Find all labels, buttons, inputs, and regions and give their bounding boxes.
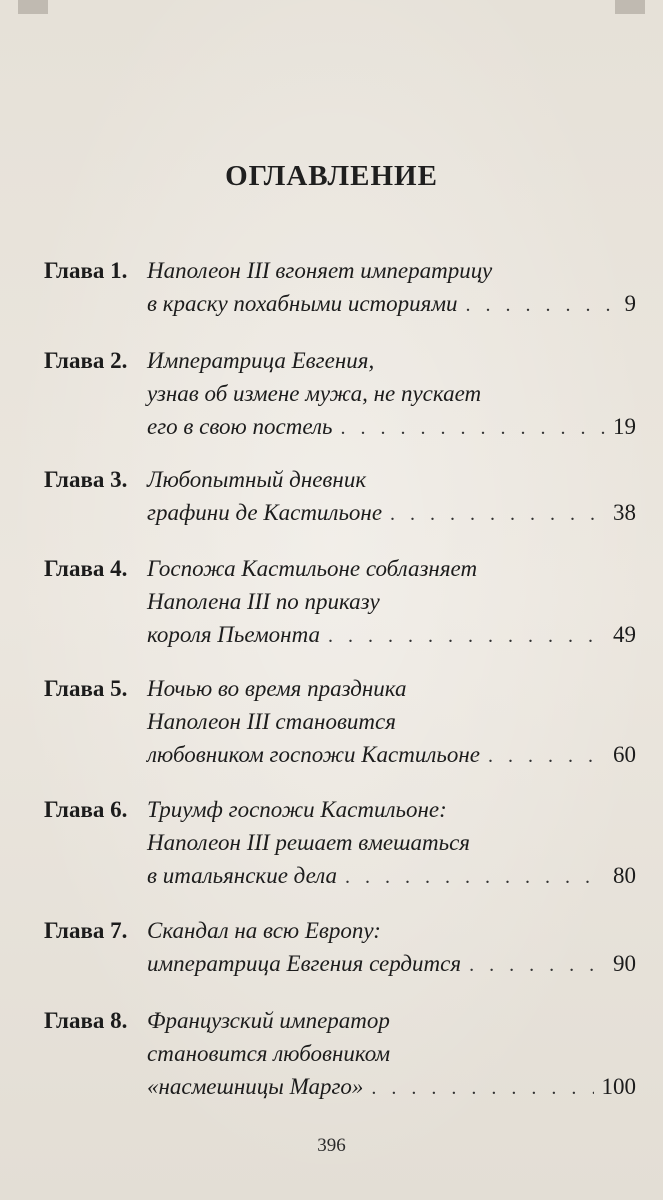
chapter-title-line: Наполеон III решает вмешаться [147, 830, 470, 855]
chapter-page-number: 100 [601, 1074, 636, 1099]
chapter-title-line: в краску похабными историями [147, 291, 458, 316]
chapter-title-line: Ночью во время праздника [147, 676, 407, 701]
chapter-title-line: узнав об измене мужа, не пускает [147, 381, 482, 406]
chapter-title-line: Французский император [147, 1008, 390, 1033]
leader-dots [345, 866, 605, 889]
chapter-title-line: любовником госпожи Кастильоне [147, 742, 480, 767]
chapter-title-line: Любопытный дневник [147, 467, 367, 492]
chapter-page-number: 19 [613, 414, 636, 439]
chapter-label: Глава 6. [44, 797, 128, 822]
chapter-page-number: 49 [613, 622, 636, 647]
chapter-title-line: графини де Кастильоне [147, 500, 383, 525]
chapter-page-number: 38 [613, 500, 636, 525]
chapter-title-line: Триумф госпожи Кастильоне: [147, 797, 447, 822]
chapter-label: Глава 2. [44, 348, 128, 373]
page-corner-mark [615, 0, 645, 14]
leader-dots [466, 294, 617, 317]
chapter-title-line: Наполеон III становится [147, 709, 396, 734]
chapter-last-line [147, 622, 636, 648]
chapter-title-line: короля Пьемонта [147, 622, 320, 647]
chapter-label: Глава 8. [44, 1008, 128, 1033]
chapter-label: Глава 4. [44, 556, 128, 581]
chapter-title-line: императрица Евгения сердится [147, 951, 462, 976]
page-title: ОГЛАВЛЕНИЕ [225, 160, 438, 192]
leader-dots [328, 625, 605, 648]
chapter-page-number: 60 [613, 742, 636, 767]
chapter-last-line [147, 742, 636, 768]
chapter-label: Глава 1. [44, 258, 128, 283]
chapter-label: Глава 3. [44, 467, 128, 492]
leader-dots [469, 954, 605, 977]
chapter-last-line [147, 414, 636, 440]
leader-dots [488, 745, 605, 768]
chapter-label: Глава 7. [44, 918, 128, 943]
leader-dots [340, 417, 605, 440]
chapter-title-line: «насмешницы Марго» [147, 1074, 364, 1099]
chapter-page-number: 90 [613, 951, 636, 976]
chapter-last-line [147, 291, 636, 317]
chapter-title-line: его в свою постель [147, 414, 333, 439]
chapter-last-line [147, 1074, 636, 1100]
chapter-title-line: Госпожа Кастильоне соблазняет [147, 556, 478, 581]
page-corner-mark [18, 0, 48, 14]
chapter-title-line: Скандал на всю Европу: [147, 918, 381, 943]
chapter-title-line: Императрица Евгения, [147, 348, 375, 373]
chapter-title-line: становится любовником [147, 1041, 391, 1066]
leader-dots [390, 503, 605, 526]
chapter-title-line: в итальянские дела [147, 863, 338, 888]
chapter-last-line [147, 500, 636, 526]
chapter-title-line: Наполена III по приказу [147, 589, 380, 614]
page-number: 396 [317, 1135, 346, 1156]
chapter-last-line [147, 863, 636, 889]
chapter-title-line: Наполеон III вгоняет императрицу [147, 258, 493, 283]
chapter-last-line [147, 951, 636, 977]
chapter-label: Глава 5. [44, 676, 128, 701]
chapter-page-number: 80 [613, 863, 636, 888]
chapter-page-number: 9 [624, 291, 636, 316]
leader-dots [371, 1077, 593, 1100]
